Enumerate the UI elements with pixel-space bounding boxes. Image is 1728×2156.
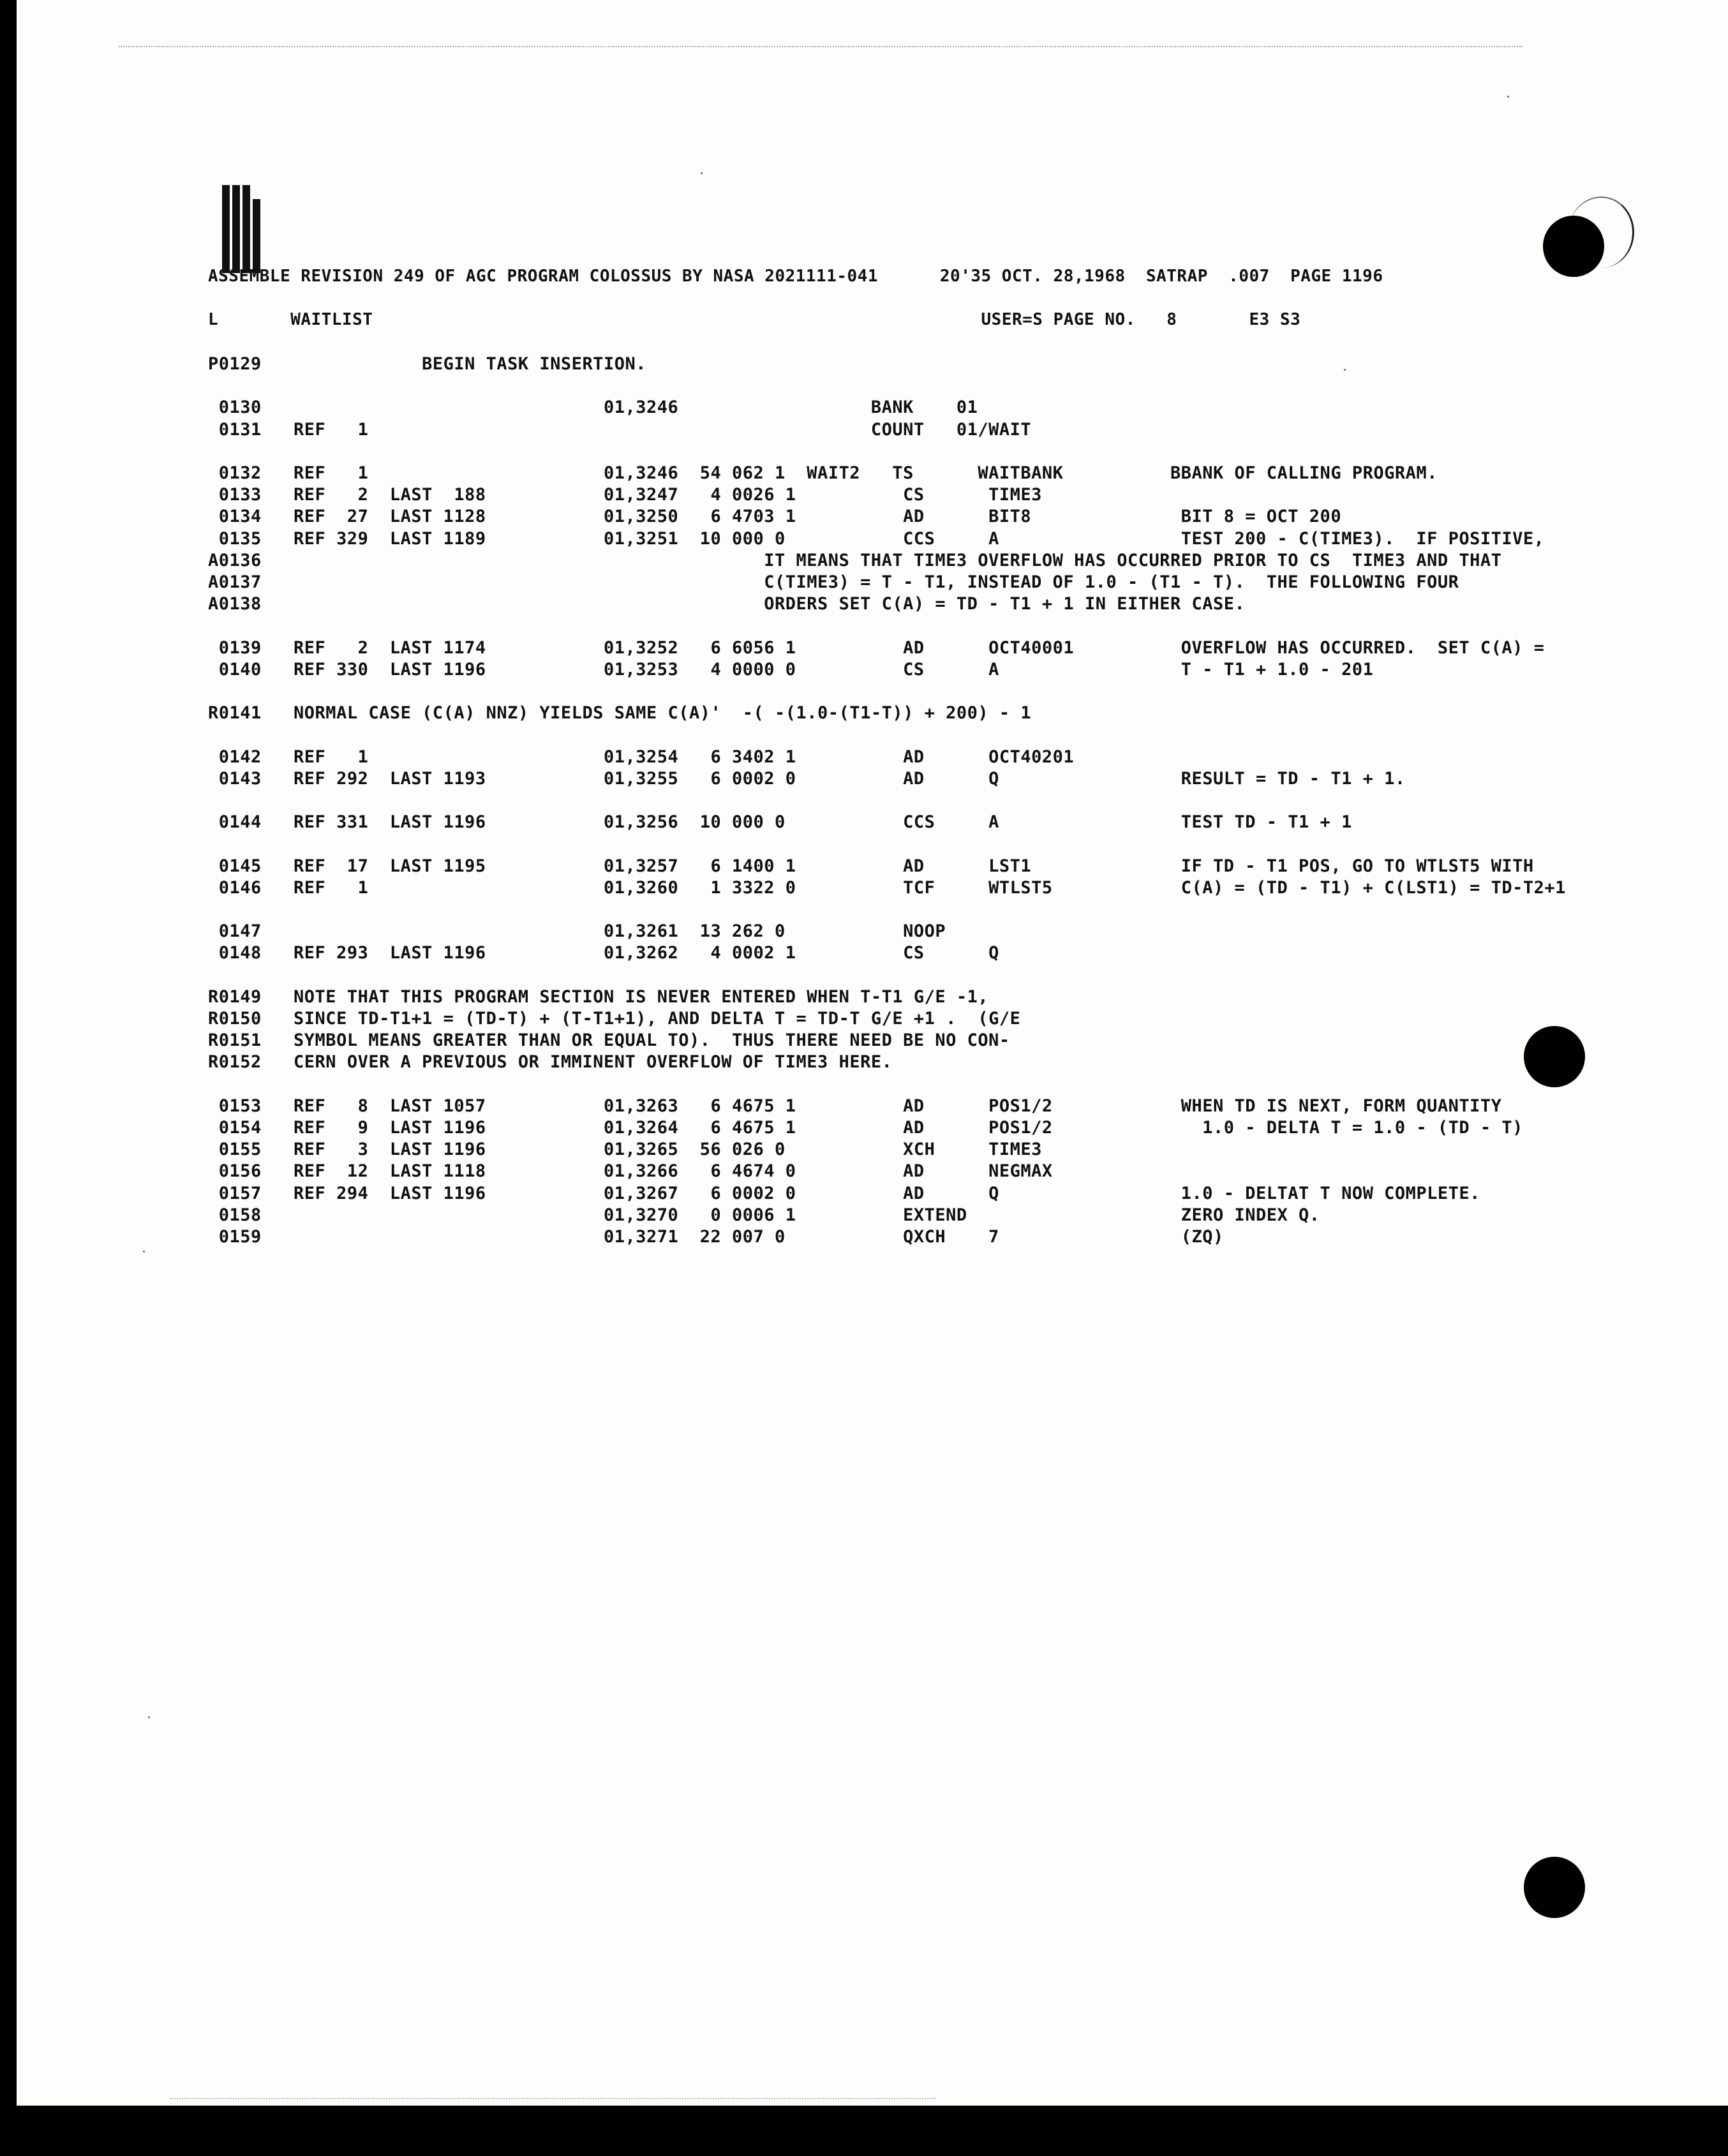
listing-line: P0129 BEGIN TASK INSERTION. <box>208 354 646 374</box>
listing-line: 0139 REF 2 LAST 1174 01,3252 6 6056 1 AD OCT40001 OVERFLOW HAS OCCURRED. SET C(A) = <box>208 638 1545 658</box>
scan-artifact-top <box>119 46 1523 48</box>
barcode-mark <box>222 185 260 273</box>
listing-line: 0130 01,3246 BANK 01 <box>208 398 978 417</box>
listing-line: R0151 SYMBOL MEANS GREATER THAN OR EQUAL TO). THUS THERE NEED BE NO CON- <box>208 1030 1010 1050</box>
listing-line: 0148 REF 293 LAST 1196 01,3262 4 0002 1 CS Q <box>208 943 999 963</box>
punch-hole-middle <box>1524 1026 1585 1087</box>
punch-hole-top <box>1543 216 1604 277</box>
listing-line: 0159 01,3271 22 007 0 QXCH 7 (ZQ) <box>208 1227 1224 1247</box>
punch-hole-bottom <box>1524 1857 1585 1918</box>
speck <box>148 1716 150 1718</box>
listing-line: 0131 REF 1 COUNT 01/WAIT <box>208 420 1032 440</box>
listing-line: 0154 REF 9 LAST 1196 01,3264 6 4675 1 AD POS1/2 1.0 - DELTA T = 1.0 - (TD - T) <box>208 1118 1523 1138</box>
header-line-1: ASSEMBLE REVISION 249 OF AGC PROGRAM COLOSSUS BY NASA 2021111-041 20'35 OCT. 28,1968 SATRAP .007 PAGE 1196 <box>208 267 1383 286</box>
listing-line: 0155 REF 3 LAST 1196 01,3265 56 026 0 XCH TIME3 <box>208 1140 1042 1159</box>
listing-line: A0138 ORDERS SET C(A) = TD - T1 + 1 IN EITHER CASE. <box>208 594 1246 614</box>
listing-line: 0158 01,3270 0 0006 1 EXTEND ZERO INDEX Q. <box>208 1205 1320 1225</box>
listing-line: 0144 REF 331 LAST 1196 01,3256 10 000 0 CCS A TEST TD - T1 + 1 <box>208 812 1352 832</box>
speck <box>1507 96 1509 98</box>
listing-line: A0137 C(TIME3) = T - T1, INSTEAD OF 1.0 - (T1 - T). THE FOLLOWING FOUR <box>208 572 1459 592</box>
listing-line: R0150 SINCE TD-T1+1 = (TD-T) + (T-T1+1), AND DELTA T = TD-T G/E +1 . (G/E <box>208 1009 1021 1029</box>
listing-line: R0152 CERN OVER A PREVIOUS OR IMMINENT OVERFLOW OF TIME3 HERE. <box>208 1052 893 1072</box>
listing-line: 0142 REF 1 01,3254 6 3402 1 AD OCT40201 <box>208 747 1075 767</box>
listing-line: 0143 REF 292 LAST 1193 01,3255 6 0002 0 AD Q RESULT = TD - T1 + 1. <box>208 769 1406 789</box>
listing-line: A0136 IT MEANS THAT TIME3 OVERFLOW HAS OCCURRED PRIOR TO CS TIME3 AND THAT <box>208 551 1502 570</box>
listing-line: R0141 NORMAL CASE (C(A) NNZ) YIELDS SAME C(A)' -( -(1.0-(T1-T)) + 200) - 1 <box>208 703 1032 723</box>
listing-line: 0156 REF 12 LAST 1118 01,3266 6 4674 0 AD NEGMAX <box>208 1161 1053 1181</box>
listing-line: 0140 REF 330 LAST 1196 01,3253 4 0000 0 CS A T - T1 + 1.0 - 201 <box>208 660 1374 680</box>
listing-line: 0134 REF 27 LAST 1128 01,3250 6 4703 1 AD BIT8 BIT 8 = OCT 200 <box>208 507 1342 526</box>
listing-line: 0147 01,3261 13 262 0 NOOP <box>208 921 946 941</box>
speck <box>701 172 703 174</box>
listing-line: 0132 REF 1 01,3246 54 062 1 WAIT2 TS WAITBANK BBANK OF CALLING PROGRAM. <box>208 463 1438 483</box>
listing-line: 0133 REF 2 LAST 188 01,3247 4 0026 1 CS TIME3 <box>208 485 1042 505</box>
scan-artifact-bottom <box>170 2098 935 2100</box>
listing-line: 0145 REF 17 LAST 1195 01,3257 6 1400 1 AD LST1 IF TD - T1 POS, GO TO WTLST5 WITH <box>208 856 1534 876</box>
listing-line: R0149 NOTE THAT THIS PROGRAM SECTION IS NEVER ENTERED WHEN T-T1 G/E -1, <box>208 987 989 1007</box>
speck <box>1344 369 1346 371</box>
listing-line: 0153 REF 8 LAST 1057 01,3263 6 4675 1 AD POS1/2 WHEN TD IS NEXT, FORM QUANTITY <box>208 1096 1502 1116</box>
listing-line: 0157 REF 294 LAST 1196 01,3267 6 0002 0 AD Q 1.0 - DELTAT T NOW COMPLETE. <box>208 1184 1480 1203</box>
speck <box>143 1251 145 1253</box>
listing-line: 0135 REF 329 LAST 1189 01,3251 10 000 0 CCS A TEST 200 - C(TIME3). IF POSITIVE, <box>208 529 1545 549</box>
header-line-2: L WAITLIST USER=S PAGE NO. 8 E3 S3 <box>208 310 1301 329</box>
scan-border <box>0 2106 1728 2156</box>
printout-page <box>17 0 1728 2106</box>
listing-line: 0146 REF 1 01,3260 1 3322 0 TCF WTLST5 C(A) = (TD - T1) + C(LST1) = TD-T2+1 <box>208 878 1566 898</box>
